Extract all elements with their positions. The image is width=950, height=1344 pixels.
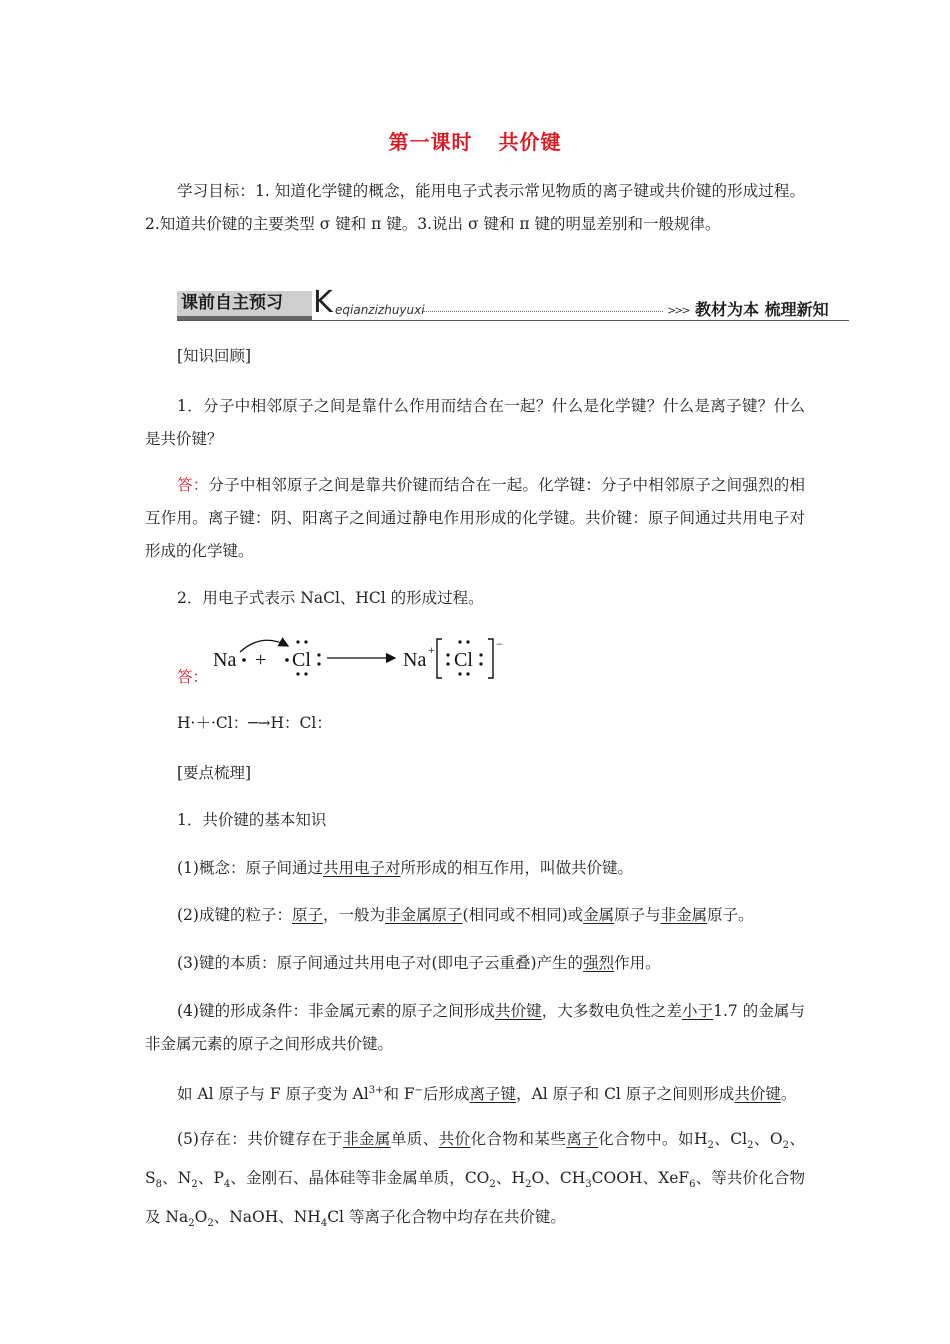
eq-cl-electron (285, 658, 289, 662)
review-heading: [知识回顾] (177, 347, 252, 365)
eq-na-ion: Na (403, 649, 427, 671)
points-heading: [要点梳理] (177, 764, 252, 782)
banner-right-label: 教材为本 梳理新知 (695, 300, 829, 319)
point-existence: (5)存在：共价键存在于非金属单质、共价化合物和某些离子化合物中。如$H_2$、$Cl_2$、$O_2$、$S_8$、$N_2$、$P_4$、金刚石、晶体硅等非金属单质，$CO_2$、$H_2O$、$CH_3COOH$、XeF$_6$、等共价化合物及 $Na_2O_2$、NaOH、$NH_4Cl$ 等离子化合物中均存在共价键。 (145, 1130, 805, 1230)
point-concept: (1)概念：原子间通过共用电子对所形成的相互作用，叫做共价键。 (177, 859, 633, 877)
eq-na-electron (242, 658, 246, 662)
eq-na-symbol: Na (213, 649, 237, 671)
nacl-formation-equation (210, 634, 520, 684)
eq-cl-ion: Cl (454, 649, 473, 671)
point-nature: (3)键的本质：原子间通过共用电子对(即电子云重叠)产生的强烈作用。 (177, 954, 661, 972)
answer-2-label: 答： (177, 668, 209, 686)
page-title (0, 126, 950, 155)
point-conditions: (4)键的形成条件：非金属元素的原子之间形成共价键，大多数电负性之差小于1.7 的金属与非金属元素的原子之间形成共价键。 (145, 1002, 805, 1053)
point-example-al: 如 Al 原子与 F 原子变为 $Al^{3+}$和 F−后形成离子键，Al 原子和 Cl 原子之间则形成共价键。 (177, 1085, 797, 1104)
eq-na-charge: + (428, 643, 435, 657)
title-part2: 共价键 (498, 130, 562, 154)
review-answer-1 (145, 469, 805, 568)
eq-left-bracket (437, 639, 442, 678)
learning-objectives: 学习目标：1. 知道化学键的概念，能用电子式表示常见物质的离子键或共价键的形成过程。2.知道共价键的主要类型 σ 键和 π 键。3.说出 σ 键和 π 键的明显差别和一般规律。 (145, 182, 805, 233)
banner-dotted-line (423, 311, 663, 312)
answer-1-text: 分子中相邻原子之间是靠共价键而结合在一起。化学键：分子中相邻原子之间强烈的相互作用。离子键：阴、阳离子之间通过静电作用形成的化学键。共价键：原子间通过共用电子对形成的化学键。 (145, 476, 805, 560)
banner-rule (177, 320, 849, 321)
point-particles: (2)成键的粒子：原子，一般为非金属原子(相同或不相同)或金属原子与非金属原子。 (177, 906, 754, 924)
banner-k-letter: K (313, 285, 333, 320)
title-part1: 第一课时 (388, 130, 473, 154)
points-item-1: 1．共价键的基本知识 (177, 811, 327, 829)
eq-plus: + (255, 649, 267, 671)
answer-label: 答： (177, 476, 209, 494)
banner-left-label: 课前自主预习 (177, 291, 312, 320)
banner-pinyin: eqianzizhuyuxi (335, 303, 425, 317)
review-question-2: 2．用电子式表示 NaCl、HCl 的形成过程。 (177, 589, 484, 607)
eq-cl-symbol: Cl (292, 649, 311, 671)
hcl-formation-line: H·＋·Cl：─→H：Cl： (177, 714, 332, 732)
section-banner (177, 285, 849, 323)
eq-right-bracket (488, 639, 493, 678)
banner-arrows: >>> (667, 304, 689, 317)
eq-cl-charge: − (496, 637, 503, 651)
review-question-1: 1．分子中相邻原子之间是靠什么作用而结合在一起？什么是化学键？什么是离子键？什么是共价键？ (145, 397, 805, 448)
